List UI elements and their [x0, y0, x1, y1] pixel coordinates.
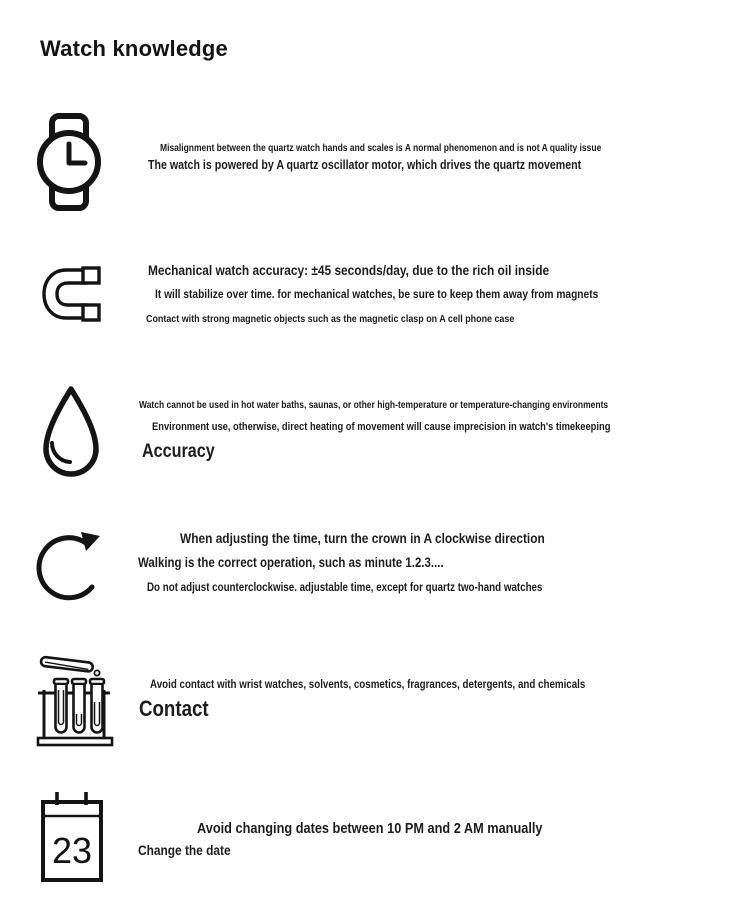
- test-tubes-icon: [36, 650, 114, 748]
- hot-water-warning-note: Watch cannot be used in hot water baths, saunas, or other high-temperature or temperature-changing environments: [139, 400, 609, 411]
- magnet-icon: [40, 264, 104, 324]
- watch-icon: [36, 112, 102, 212]
- water-drop-icon: [38, 383, 104, 481]
- magnet-warning-text: It will stabilize over time. for mechanical watches, be sure to keep them away from magnets: [155, 287, 599, 301]
- counterclockwise-warning-note: Do not adjust counterclockwise. adjustable time, except for quartz two-hand watches: [147, 582, 543, 594]
- magnetic-contact-note: Contact with strong magnetic objects such as the magnetic clasp on A cell phone case: [146, 313, 515, 325]
- mechanical-accuracy-text: Mechanical watch accuracy: ±45 seconds/day, due to the rich oil inside: [148, 262, 550, 278]
- quartz-movement-text: The watch is powered by A quartz oscillator motor, which drives the quartz movement: [148, 158, 582, 172]
- change-date-label: Change the date: [138, 842, 231, 858]
- clockwise-adjust-text: When adjusting the time, turn the crown in A clockwise direction: [180, 530, 545, 546]
- quartz-misalignment-note: Misalignment between the quartz watch hands and scales is A normal phenomenon and is not A quality issue: [160, 143, 602, 154]
- date-change-warning-text: Avoid changing dates between 10 PM and 2 AM manually: [197, 820, 543, 837]
- accuracy-heading: Accuracy: [142, 441, 215, 462]
- calendar-day-number: 23: [51, 830, 93, 871]
- page-title: Watch knowledge: [40, 36, 228, 61]
- walking-operation-text: Walking is the correct operation, such as minute 1.2.3....: [138, 555, 444, 570]
- contact-heading: Contact: [139, 696, 209, 721]
- chemical-avoid-text: Avoid contact with wrist watches, solvents, cosmetics, fragrances, detergents, and chemicals: [150, 679, 586, 691]
- clockwise-arrow-icon: [36, 524, 106, 612]
- calendar-icon: [40, 789, 104, 885]
- environment-use-text: Environment use, otherwise, direct heating of movement will cause imprecision in watch's timekeeping: [152, 421, 611, 433]
